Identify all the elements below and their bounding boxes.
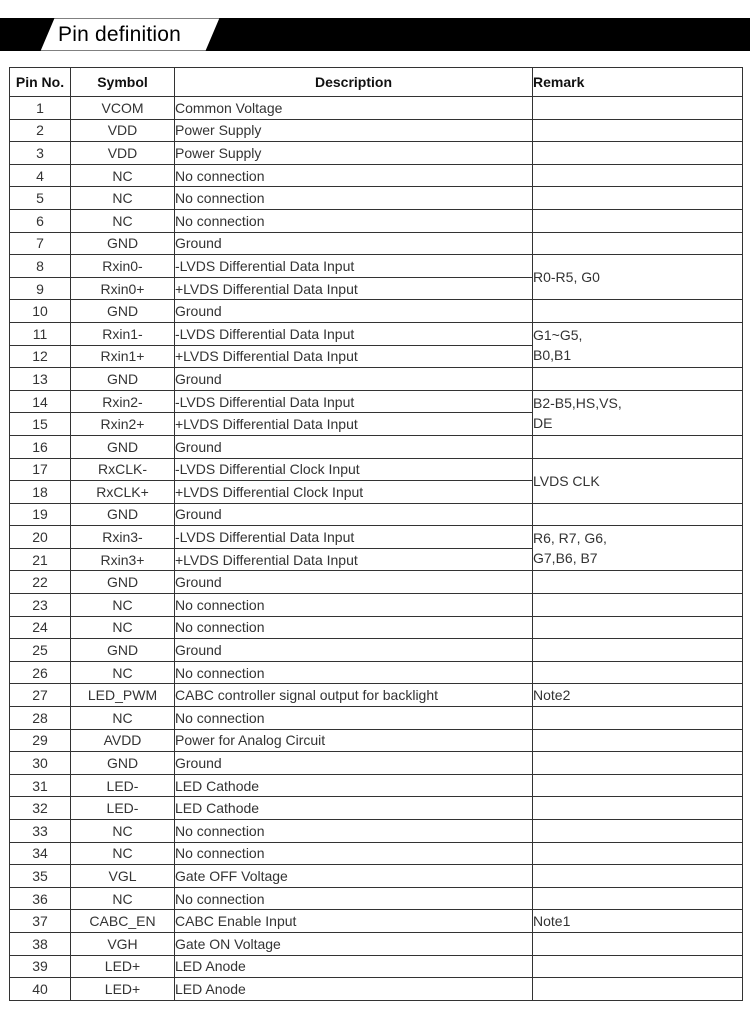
description-cell: -LVDS Differential Data Input bbox=[175, 390, 533, 413]
column-header-description: Description bbox=[175, 68, 533, 97]
pin-number-cell: 11 bbox=[10, 322, 71, 345]
symbol-cell: RxCLK+ bbox=[71, 481, 175, 504]
description-cell: Ground bbox=[175, 368, 533, 391]
table-row bbox=[10, 774, 743, 797]
symbol-cell: NC bbox=[71, 209, 175, 232]
description-cell: Ground bbox=[175, 300, 533, 323]
remark-cell bbox=[533, 232, 743, 255]
table-row bbox=[10, 209, 743, 232]
remark-cell bbox=[533, 707, 743, 730]
remark-cell: Note1 bbox=[533, 910, 743, 933]
table-row bbox=[10, 187, 743, 210]
symbol-cell: LED- bbox=[71, 774, 175, 797]
table-row bbox=[10, 119, 743, 142]
pin-number-cell: 26 bbox=[10, 661, 71, 684]
remark-cell bbox=[533, 435, 743, 458]
remark-cell: R6, R7, G6, G7,B6, B7 bbox=[533, 526, 743, 571]
pin-number-cell: 16 bbox=[10, 435, 71, 458]
symbol-cell: Rxin3- bbox=[71, 526, 175, 549]
remark-cell bbox=[533, 503, 743, 526]
pin-number-cell: 17 bbox=[10, 458, 71, 481]
symbol-cell: Rxin2+ bbox=[71, 413, 175, 436]
remark-cell: B2-B5,HS,VS, DE bbox=[533, 390, 743, 435]
description-cell: No connection bbox=[175, 842, 533, 865]
table-row bbox=[10, 368, 743, 391]
symbol-cell: VDD bbox=[71, 142, 175, 165]
remark-cell bbox=[533, 774, 743, 797]
pin-number-cell: 36 bbox=[10, 887, 71, 910]
pin-number-cell: 23 bbox=[10, 594, 71, 617]
remark-cell bbox=[533, 209, 743, 232]
description-cell: -LVDS Differential Data Input bbox=[175, 526, 533, 549]
description-cell: No connection bbox=[175, 616, 533, 639]
symbol-cell: RxCLK- bbox=[71, 458, 175, 481]
pin-number-cell: 35 bbox=[10, 865, 71, 888]
symbol-cell: VDD bbox=[71, 119, 175, 142]
remark-cell bbox=[533, 978, 743, 1001]
description-cell: No connection bbox=[175, 594, 533, 617]
pin-number-cell: 37 bbox=[10, 910, 71, 933]
remark-cell: G1~G5, B0,B1 bbox=[533, 322, 743, 367]
remark-cell bbox=[533, 571, 743, 594]
table-row bbox=[10, 322, 743, 345]
pin-number-cell: 2 bbox=[10, 119, 71, 142]
table-row bbox=[10, 300, 743, 323]
remark-cell bbox=[533, 164, 743, 187]
pin-number-cell: 9 bbox=[10, 277, 71, 300]
remark-cell bbox=[533, 887, 743, 910]
symbol-cell: GND bbox=[71, 368, 175, 391]
pin-number-cell: 29 bbox=[10, 729, 71, 752]
description-cell: Common Voltage bbox=[175, 97, 533, 120]
description-cell: No connection bbox=[175, 661, 533, 684]
description-cell: -LVDS Differential Data Input bbox=[175, 255, 533, 278]
description-cell: CABC Enable Input bbox=[175, 910, 533, 933]
description-cell: Gate OFF Voltage bbox=[175, 865, 533, 888]
description-cell: Ground bbox=[175, 232, 533, 255]
column-header-pin: Pin No. bbox=[10, 68, 71, 97]
description-cell: -LVDS Differential Data Input bbox=[175, 322, 533, 345]
remark-cell: R0-R5, G0 bbox=[533, 255, 743, 300]
symbol-cell: NC bbox=[71, 707, 175, 730]
description-cell: LED Cathode bbox=[175, 797, 533, 820]
table-row bbox=[10, 729, 743, 752]
table-row bbox=[10, 97, 743, 120]
pin-number-cell: 22 bbox=[10, 571, 71, 594]
symbol-cell: NC bbox=[71, 616, 175, 639]
table-body bbox=[10, 97, 743, 1001]
symbol-cell: GND bbox=[71, 435, 175, 458]
symbol-cell: Rxin1+ bbox=[71, 345, 175, 368]
symbol-cell: VGH bbox=[71, 932, 175, 955]
table-row bbox=[10, 887, 743, 910]
pin-number-cell: 40 bbox=[10, 978, 71, 1001]
description-cell: No connection bbox=[175, 887, 533, 910]
table-row bbox=[10, 390, 743, 413]
table-row bbox=[10, 232, 743, 255]
pin-number-cell: 13 bbox=[10, 368, 71, 391]
symbol-cell: VCOM bbox=[71, 97, 175, 120]
description-cell: Power Supply bbox=[175, 119, 533, 142]
symbol-cell: LED- bbox=[71, 797, 175, 820]
pin-number-cell: 38 bbox=[10, 932, 71, 955]
table-row bbox=[10, 910, 743, 933]
remark-cell bbox=[533, 187, 743, 210]
symbol-cell: NC bbox=[71, 594, 175, 617]
symbol-cell: GND bbox=[71, 503, 175, 526]
pin-number-cell: 39 bbox=[10, 955, 71, 978]
pin-number-cell: 33 bbox=[10, 820, 71, 843]
remark-cell bbox=[533, 142, 743, 165]
description-cell: +LVDS Differential Data Input bbox=[175, 277, 533, 300]
table-row bbox=[10, 639, 743, 662]
symbol-cell: NC bbox=[71, 887, 175, 910]
remark-cell bbox=[533, 842, 743, 865]
remark-cell bbox=[533, 932, 743, 955]
description-cell: No connection bbox=[175, 820, 533, 843]
description-cell: LED Anode bbox=[175, 978, 533, 1001]
symbol-cell: Rxin2- bbox=[71, 390, 175, 413]
table-row bbox=[10, 978, 743, 1001]
table-row bbox=[10, 255, 743, 278]
table-row bbox=[10, 932, 743, 955]
pin-number-cell: 21 bbox=[10, 548, 71, 571]
pin-number-cell: 10 bbox=[10, 300, 71, 323]
remark-cell bbox=[533, 820, 743, 843]
pin-number-cell: 24 bbox=[10, 616, 71, 639]
symbol-cell: GND bbox=[71, 752, 175, 775]
description-cell: Power Supply bbox=[175, 142, 533, 165]
description-cell: No connection bbox=[175, 187, 533, 210]
remark-cell bbox=[533, 97, 743, 120]
description-cell: No connection bbox=[175, 707, 533, 730]
description-cell: +LVDS Differential Data Input bbox=[175, 548, 533, 571]
table-row bbox=[10, 955, 743, 978]
remark-cell bbox=[533, 797, 743, 820]
description-cell: Ground bbox=[175, 639, 533, 662]
table-row bbox=[10, 594, 743, 617]
table-row bbox=[10, 164, 743, 187]
description-cell: No connection bbox=[175, 164, 533, 187]
remark-cell bbox=[533, 368, 743, 391]
description-cell: -LVDS Differential Clock Input bbox=[175, 458, 533, 481]
description-cell: Gate ON Voltage bbox=[175, 932, 533, 955]
column-header-symbol: Symbol bbox=[71, 68, 175, 97]
remark-cell: LVDS CLK bbox=[533, 458, 743, 503]
table-row bbox=[10, 752, 743, 775]
remark-cell: Note2 bbox=[533, 684, 743, 707]
symbol-cell: GND bbox=[71, 639, 175, 662]
table-row bbox=[10, 865, 743, 888]
table-row bbox=[10, 797, 743, 820]
symbol-cell: AVDD bbox=[71, 729, 175, 752]
symbol-cell: Rxin0+ bbox=[71, 277, 175, 300]
symbol-cell: GND bbox=[71, 571, 175, 594]
symbol-cell: GND bbox=[71, 232, 175, 255]
pin-number-cell: 31 bbox=[10, 774, 71, 797]
pin-number-cell: 14 bbox=[10, 390, 71, 413]
pin-number-cell: 34 bbox=[10, 842, 71, 865]
symbol-cell: Rxin0- bbox=[71, 255, 175, 278]
pin-number-cell: 4 bbox=[10, 164, 71, 187]
remark-cell bbox=[533, 865, 743, 888]
remark-cell bbox=[533, 300, 743, 323]
remark-cell bbox=[533, 752, 743, 775]
remark-cell bbox=[533, 119, 743, 142]
pin-number-cell: 8 bbox=[10, 255, 71, 278]
description-cell: +LVDS Differential Data Input bbox=[175, 345, 533, 368]
pin-number-cell: 3 bbox=[10, 142, 71, 165]
description-cell: +LVDS Differential Data Input bbox=[175, 413, 533, 436]
symbol-cell: Rxin1- bbox=[71, 322, 175, 345]
table-row bbox=[10, 435, 743, 458]
pin-number-cell: 20 bbox=[10, 526, 71, 549]
remark-cell bbox=[533, 639, 743, 662]
symbol-cell: GND bbox=[71, 300, 175, 323]
page-title: Pin definition bbox=[58, 23, 182, 46]
table-row bbox=[10, 707, 743, 730]
description-cell: LED Anode bbox=[175, 955, 533, 978]
description-cell: Ground bbox=[175, 571, 533, 594]
symbol-cell: LED+ bbox=[71, 978, 175, 1001]
pin-number-cell: 7 bbox=[10, 232, 71, 255]
pin-number-cell: 18 bbox=[10, 481, 71, 504]
table-row bbox=[10, 820, 743, 843]
description-cell: Power for Analog Circuit bbox=[175, 729, 533, 752]
symbol-cell: NC bbox=[71, 820, 175, 843]
symbol-cell: Rxin3+ bbox=[71, 548, 175, 571]
symbol-cell: NC bbox=[71, 164, 175, 187]
table-row bbox=[10, 842, 743, 865]
remark-cell bbox=[533, 616, 743, 639]
description-cell: Ground bbox=[175, 435, 533, 458]
table-row bbox=[10, 458, 743, 481]
pin-number-cell: 19 bbox=[10, 503, 71, 526]
table-header-row bbox=[10, 68, 743, 97]
table-row bbox=[10, 571, 743, 594]
symbol-cell: CABC_EN bbox=[71, 910, 175, 933]
symbol-cell: NC bbox=[71, 661, 175, 684]
remark-cell bbox=[533, 661, 743, 684]
pin-number-cell: 12 bbox=[10, 345, 71, 368]
table-row bbox=[10, 684, 743, 707]
table-row bbox=[10, 661, 743, 684]
table-row bbox=[10, 503, 743, 526]
symbol-cell: LED+ bbox=[71, 955, 175, 978]
symbol-cell: LED_PWM bbox=[71, 684, 175, 707]
description-cell: LED Cathode bbox=[175, 774, 533, 797]
remark-cell bbox=[533, 729, 743, 752]
pin-number-cell: 5 bbox=[10, 187, 71, 210]
remark-cell bbox=[533, 955, 743, 978]
table-row bbox=[10, 616, 743, 639]
symbol-cell: NC bbox=[71, 842, 175, 865]
description-cell: +LVDS Differential Clock Input bbox=[175, 481, 533, 504]
remark-cell bbox=[533, 594, 743, 617]
column-header-remark: Remark bbox=[533, 68, 743, 97]
pin-definition-table bbox=[9, 67, 743, 1001]
description-cell: CABC controller signal output for backlight bbox=[175, 684, 533, 707]
pin-number-cell: 6 bbox=[10, 209, 71, 232]
description-cell: Ground bbox=[175, 752, 533, 775]
table-row bbox=[10, 526, 743, 549]
description-cell: No connection bbox=[175, 209, 533, 232]
pin-number-cell: 15 bbox=[10, 413, 71, 436]
pin-number-cell: 27 bbox=[10, 684, 71, 707]
description-cell: Ground bbox=[175, 503, 533, 526]
table-row bbox=[10, 142, 743, 165]
pin-number-cell: 28 bbox=[10, 707, 71, 730]
symbol-cell: NC bbox=[71, 187, 175, 210]
pin-number-cell: 32 bbox=[10, 797, 71, 820]
pin-number-cell: 30 bbox=[10, 752, 71, 775]
symbol-cell: VGL bbox=[71, 865, 175, 888]
pin-number-cell: 25 bbox=[10, 639, 71, 662]
pin-number-cell: 1 bbox=[10, 97, 71, 120]
